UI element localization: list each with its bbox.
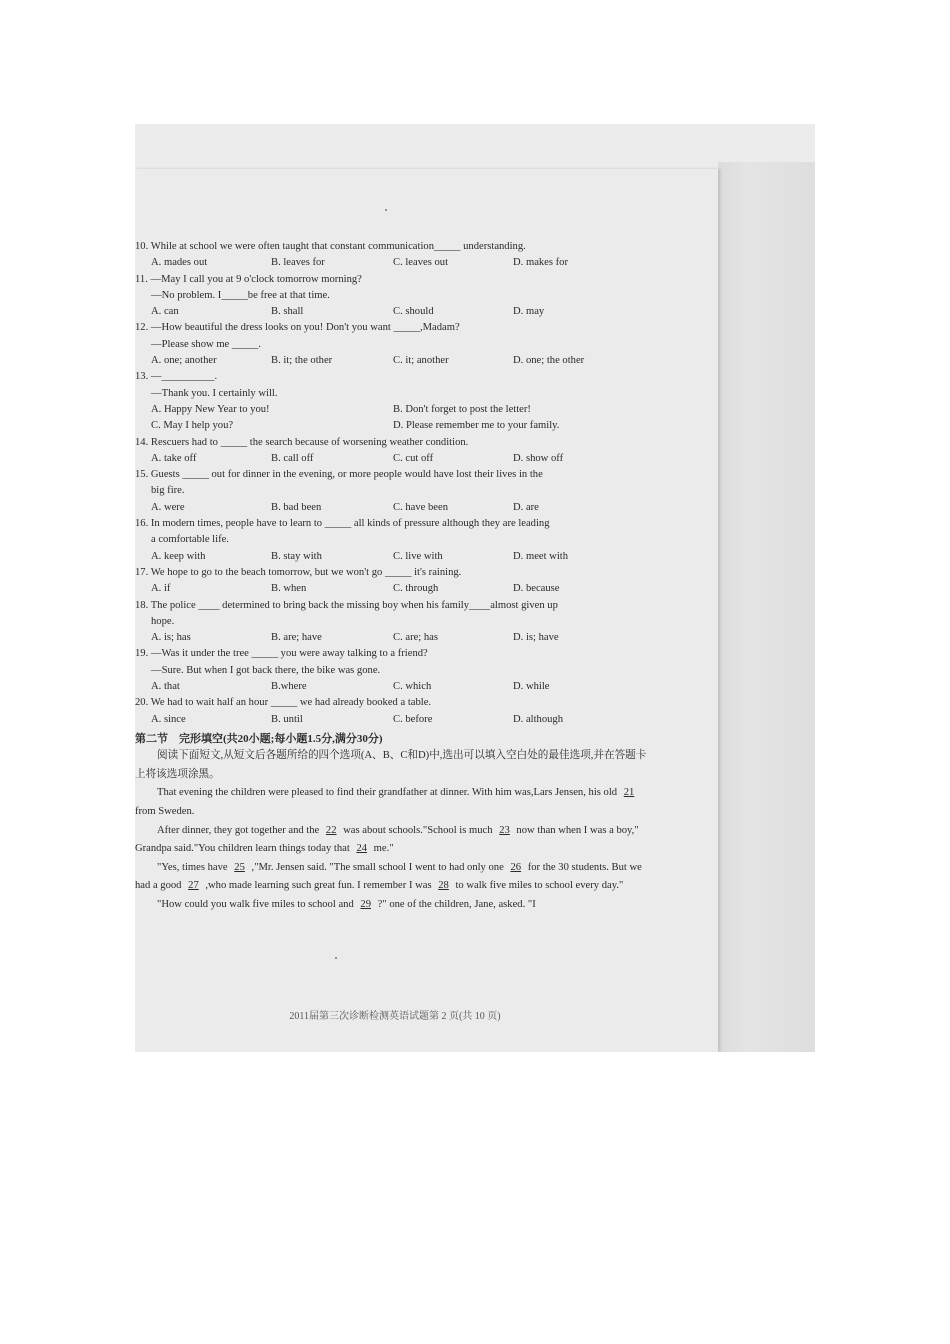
blank-26: 26: [510, 861, 522, 873]
option-row: [135, 451, 655, 467]
option-a: A. one; another: [151, 355, 217, 367]
option-c: C. leaves out: [393, 257, 449, 269]
option-c: C. are; has: [393, 632, 439, 644]
scan-speck: [385, 209, 387, 211]
blank-25: 25: [234, 861, 245, 873]
option-d: D. show off: [513, 452, 564, 464]
option-c: C. through: [393, 583, 439, 595]
question-14: [135, 435, 655, 468]
question-15: [135, 467, 655, 516]
scanned-sheet: [135, 124, 815, 1052]
question-11: [135, 272, 655, 321]
option-b: B. leaves for: [271, 257, 325, 269]
question-stem: 10. While at school we were often taught that constant communication_____ understanding.: [135, 241, 526, 252]
option-d: D. because: [513, 583, 560, 595]
option-d: D. meet with: [513, 550, 569, 562]
blank-28: 28: [438, 880, 449, 892]
question-stem: 13. —__________.: [135, 371, 218, 383]
option-a: A. since: [151, 713, 186, 725]
scan-border: [135, 124, 815, 169]
option-c: C. live with: [393, 550, 443, 562]
option-b: B. bad been: [271, 501, 322, 513]
question-stem: 16. In modern times, people have to learn to _____ all kinds of pressure although they are leading: [135, 518, 550, 530]
question-stem-continued: a comfortable life.: [151, 534, 229, 546]
question-10: [135, 239, 655, 272]
question-stem: 20. We had to wait half an hour _____ we had already booked a table.: [135, 697, 432, 709]
option-d: D. are: [513, 501, 539, 513]
option-row: [135, 549, 655, 565]
question-16: [135, 516, 655, 565]
adjacent-page-edge: [718, 162, 815, 1052]
option-a: A. mades out: [151, 257, 208, 269]
option-row: [135, 679, 655, 695]
question-reply: —Please show me _____.: [151, 338, 262, 350]
option-b: B. shall: [271, 306, 304, 318]
option-d: D. while: [513, 681, 550, 693]
question-stem: 14. Rescuers had to _____ the search because of worsening weather condition.: [135, 436, 469, 448]
option-row: [135, 581, 655, 597]
option-a: A. were: [151, 501, 185, 513]
option-b: B. when: [271, 583, 307, 595]
section-title: 第二节 完形填空(共20小题;每小题1.5分,满分30分): [135, 732, 383, 745]
option-b: B. are; have: [271, 632, 322, 644]
question-stem-continued: big fire.: [151, 485, 185, 497]
question-19: [135, 646, 655, 695]
option-d: D. one; the other: [513, 355, 585, 367]
passage-paragraph-2: After dinner, they got together and the 22 was about schools."School is much 23 now than when I was a boy," Grandpa said."You children learn things today that 24 me.": [135, 824, 639, 855]
option-c: C. should: [393, 306, 434, 318]
option-row: [135, 304, 655, 320]
option-c: C. it; another: [393, 355, 449, 367]
blank-22: 22: [325, 824, 337, 836]
option-a: A. take off: [151, 452, 197, 464]
question-17: [135, 565, 655, 598]
option-a: A. can: [151, 306, 179, 318]
option-d: D. is; have: [513, 632, 559, 644]
question-12: [135, 320, 655, 369]
blank-21: 21: [623, 787, 635, 799]
question-stem: 15. Guests _____ out for dinner in the evening, or more people would have lost their lives in the: [135, 469, 543, 481]
page-footer: 2011届第三次诊断检测英语试题第 2 页(共 10 页): [289, 1011, 501, 1022]
option-row: [135, 630, 655, 646]
option-d: D. may: [513, 306, 545, 318]
exam-page: [135, 169, 718, 1052]
option-c: C. May I help you?: [151, 420, 234, 432]
option-row: [135, 353, 655, 369]
exam-content: [135, 239, 655, 915]
question-20: [135, 695, 655, 728]
question-18: [135, 598, 655, 647]
passage-paragraph-3: "Yes, times have 25 ,"Mr. Jensen said. "The small school I went to had only one 26 for the 30 students. But we had a good 27 ,who made learning such great fun. I remember I was 28 to walk five miles to school every day.": [135, 861, 642, 892]
blank-27: 27: [188, 880, 199, 892]
option-a: A. keep with: [151, 550, 206, 562]
option-b: B.where: [271, 681, 307, 693]
option-b: B. call off: [271, 452, 314, 464]
option-a: A. is; has: [151, 632, 191, 644]
option-row: [135, 712, 655, 728]
option-row: [135, 418, 655, 434]
option-c: C. have been: [393, 501, 449, 513]
blank-23: 23: [499, 824, 510, 836]
option-row: [135, 255, 655, 271]
option-d: D. Please remember me to your family.: [393, 420, 560, 432]
option-b: B. stay with: [271, 550, 322, 562]
passage-paragraph-1: That evening the children were pleased to find their grandfather at dinner. With him was,Lars Jensen, his old 21 from Sweden.: [135, 784, 655, 821]
option-c: C. before: [393, 713, 433, 725]
option-a: A. that: [151, 681, 180, 693]
question-stem-continued: hope.: [151, 615, 175, 627]
question-13: [135, 369, 655, 434]
option-d: D. makes for: [513, 257, 569, 269]
scan-speck: [335, 957, 337, 959]
question-stem: 11. —May I call you at 9 o'clock tomorrow morning?: [135, 273, 362, 285]
option-a: A. Happy New Year to you!: [151, 403, 270, 415]
section-instruction: 阅读下面短文,从短文后各题所给的四个选项(A、B、C和D)中,选出可以填入空白处的最佳选项,并在答题卡上将该选项涂黑。: [135, 750, 647, 780]
option-c: C. which: [393, 681, 432, 693]
option-row: [135, 500, 655, 516]
option-d: D. although: [513, 713, 564, 725]
question-stem: 18. The police ____ determined to bring back the missing boy when his family____almost given up: [135, 599, 558, 611]
option-b: B. Don't forget to post the letter!: [393, 403, 531, 415]
question-stem: 17. We hope to go to the beach tomorrow, but we won't go _____ it's raining.: [135, 566, 462, 578]
option-row: [135, 402, 655, 418]
blank-29: 29: [360, 898, 371, 910]
question-stem: 12. —How beautiful the dress looks on you! Don't you want _____,Madam?: [135, 322, 460, 334]
option-b: B. it; the other: [271, 355, 333, 367]
blank-24: 24: [356, 843, 368, 855]
question-reply: —Sure. But when I got back there, the bike was gone.: [151, 664, 381, 676]
question-reply: —No problem. I_____be free at that time.: [151, 289, 330, 301]
option-a: A. if: [151, 583, 171, 595]
option-c: C. cut off: [393, 452, 434, 464]
option-b: B. until: [271, 713, 303, 725]
question-reply: —Thank you. I certainly will.: [151, 387, 278, 399]
passage-paragraph-4: "How could you walk five miles to school and 29 ?" one of the children, Jane, asked. "I: [157, 898, 536, 910]
question-stem: 19. —Was it under the tree _____ you were away talking to a friend?: [135, 648, 428, 660]
